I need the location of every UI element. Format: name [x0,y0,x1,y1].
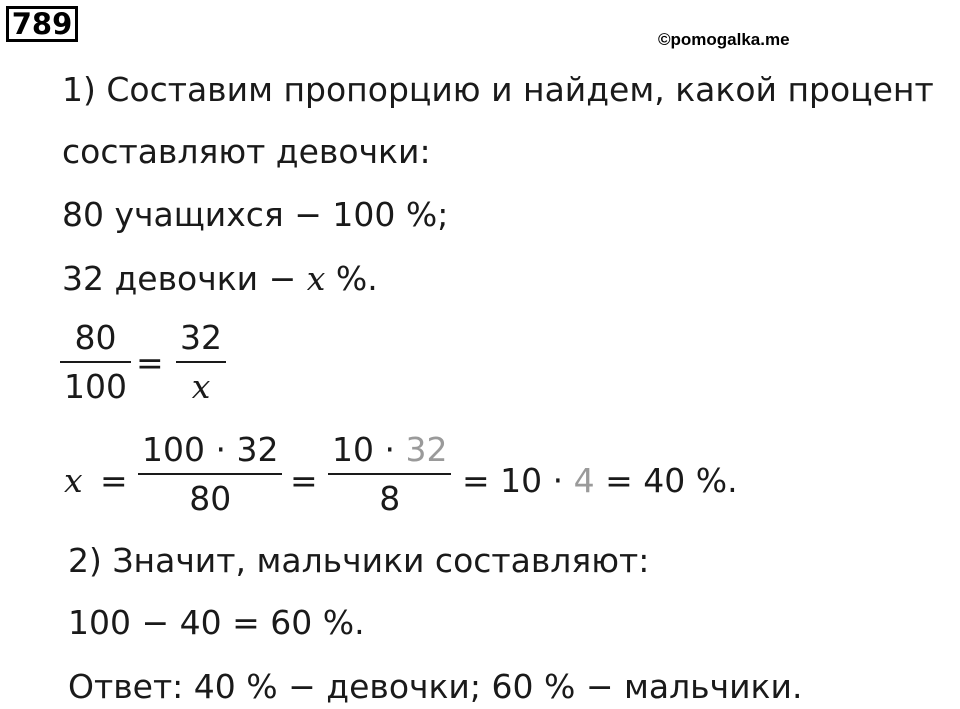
variable-x: x [306,259,326,298]
fraction-denominator: 80 [189,479,232,518]
fraction-denominator: 8 [379,479,401,518]
fraction-numerator: 100 · 32 [142,430,279,469]
ratio-line-students: 80 учащихся − 100 %; [62,195,449,234]
equals-sign: = [290,461,318,500]
answer-line: Ответ: 40 % − девочки; 60 % − мальчики. [68,667,803,706]
fraction-bar [138,473,282,475]
solution-result [462,461,738,501]
step1-line2: составляют девочки: [62,132,431,171]
fraction-bar [60,361,131,363]
fraction-80-100 [60,318,131,407]
ratio-line-girls-text: 32 девочки − [62,259,307,298]
result-part-c: = 40 %. [594,461,738,500]
fraction-10x32-8 [328,430,451,519]
result-part-a: = 10 · [462,461,574,500]
numerator-part: 10 · [332,430,406,469]
fraction-100x32-80 [138,430,282,519]
fraction-32-x [176,318,226,407]
site-credit: ©pomogalka.me [658,30,790,49]
ratio-line-girls [62,259,378,299]
fraction-bar [176,361,226,363]
reduced-factor: 4 [573,461,595,500]
fraction-denominator: 100 [64,367,127,406]
fraction-numerator: 80 [74,318,117,357]
step2-line1: 2) Значит, мальчики составляют: [68,541,650,580]
solution-variable-x: x [64,461,83,500]
step2-calculation: 100 − 40 = 60 %. [68,603,365,642]
equals-sign: = [136,343,164,382]
step1-line1: 1) Составим пропорцию и найдем, какой процент [62,70,934,109]
fraction-bar [328,473,451,475]
problem-number: 789 [6,6,78,42]
reduced-factor: 32 [405,430,448,469]
fraction-numerator [328,430,451,470]
fraction-numerator: 32 [180,318,222,357]
ratio-line-girls-end: %. [325,259,378,298]
fraction-denominator: x [191,367,211,406]
equals-sign: = [100,461,128,500]
